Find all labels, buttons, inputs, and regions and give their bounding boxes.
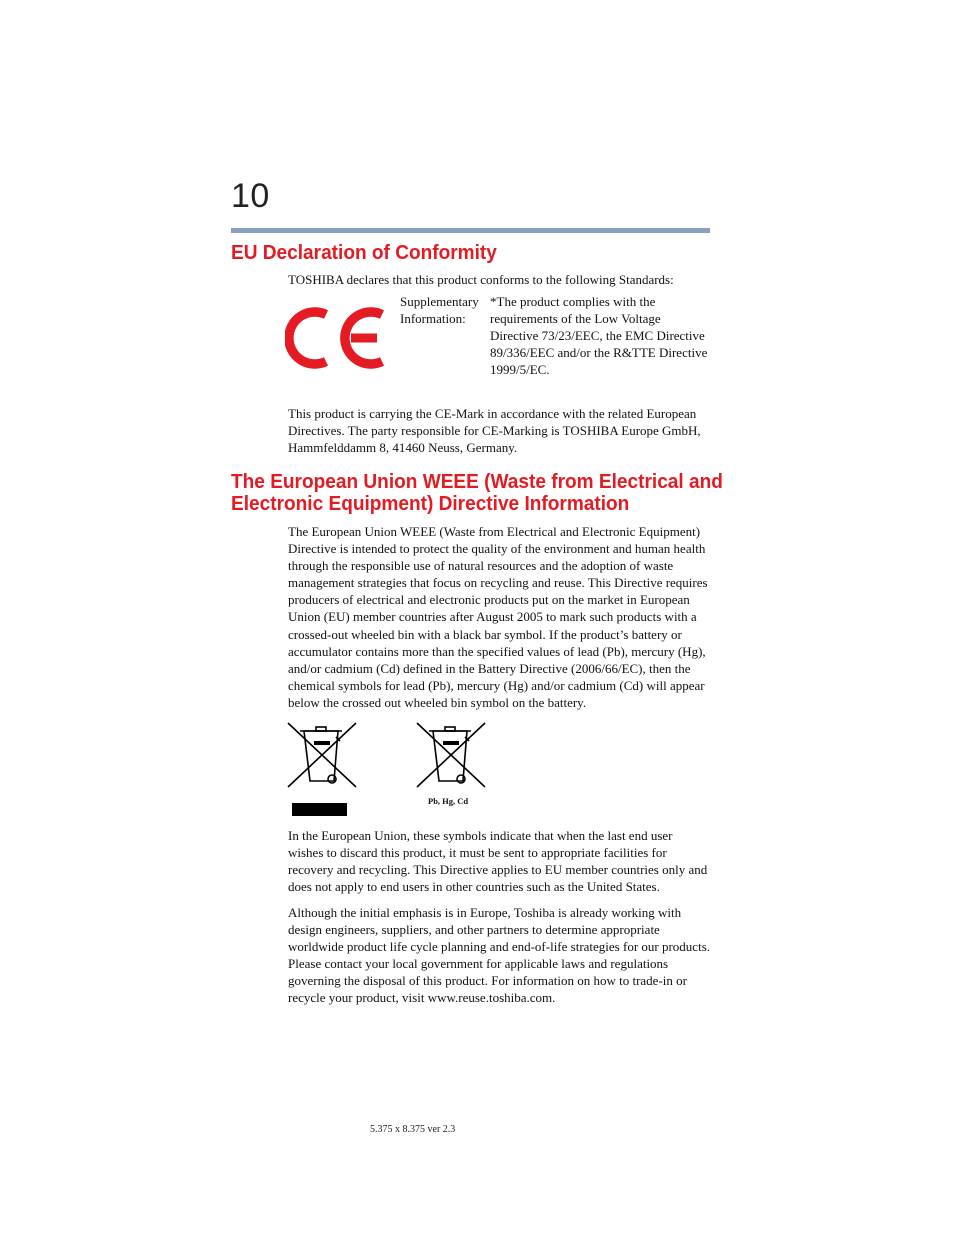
weee-heading-line2: Electronic Equipment) Directive Information bbox=[231, 492, 630, 515]
page-footer: 5.375 x 8.375 ver 2.3 bbox=[370, 1124, 456, 1135]
header-rule bbox=[231, 228, 710, 233]
weee-heading-line1: The European Union WEEE (Waste from Electrical and bbox=[231, 470, 723, 493]
ce-mark-paragraph: This product is carrying the CE-Mark in accordance with the related European Directives. The party responsible for CE-Marking is TOSHIBA Europe GmbH, Hammfelddamm 8, 41460 Neuss, Germany. bbox=[288, 406, 701, 456]
page-number: 10 bbox=[231, 177, 270, 215]
crossed-out-wheeled-bin-icon bbox=[415, 721, 487, 789]
supplementary-text: *The product complies with the requirements of the Low Voltage Directive 73/23/EEC, the EMC Directive 89/336/EEC and/or the R&TTE Directive 1999/5/EC. bbox=[490, 294, 708, 377]
ce-mark-icon bbox=[285, 302, 387, 374]
weee-paragraph: The European Union WEEE (Waste from Electrical and Electronic Equipment) Directive is intended to protect the quality of the environment and human health through the responsible use of natural resources and the adoption of waste management strategies that focus on recycling and reuse. This Directive requires producers of electrical and electronic products put on the market in European Union (EU) member countries after August 2005 to mark such products with a crossed-out wheeled bin with a black bar symbol. If the product’s battery or accumulator contains more than the specified values of lead (Pb), mercury (Hg), and/or cadmium (Cd) defined in the Battery Directive (2006/66/EC), then the chemical symbols for lead (Pb), mercury (Hg) and/or cadmium (Cd) will appear below the crossed out wheeled bin symbol on the battery. bbox=[288, 524, 708, 710]
bin-caption: Pb, Hg, Cd bbox=[428, 796, 469, 806]
crossed-out-wheeled-bin-icon bbox=[286, 721, 358, 789]
conformity-intro: TOSHIBA declares that this product conforms to the following Standards: bbox=[288, 272, 674, 287]
initiative-paragraph: Although the initial emphasis is in Europe, Toshiba is already working with design engineers, suppliers, and other partners to determine appropriate worldwide product life cycle planning and end-of-life strategies for our products. Please contact your local government for applicable laws and regulations governing the disposal of this product. For information on how to trade-in or recycle your product, visit www.reuse.toshiba.com. bbox=[288, 905, 710, 1006]
black-bar bbox=[292, 803, 347, 816]
eu-declaration-heading: EU Declaration of Conformity bbox=[231, 241, 497, 264]
eu-symbols-paragraph: In the European Union, these symbols indicate that when the last end user wishes to discard this product, it must be sent to appropriate facilities for recovery and recycling. This Directive applies to EU member countries only and does not apply to end users in other countries such as the United States. bbox=[288, 828, 708, 895]
supplementary-label: Supplementary Information: bbox=[400, 294, 479, 326]
